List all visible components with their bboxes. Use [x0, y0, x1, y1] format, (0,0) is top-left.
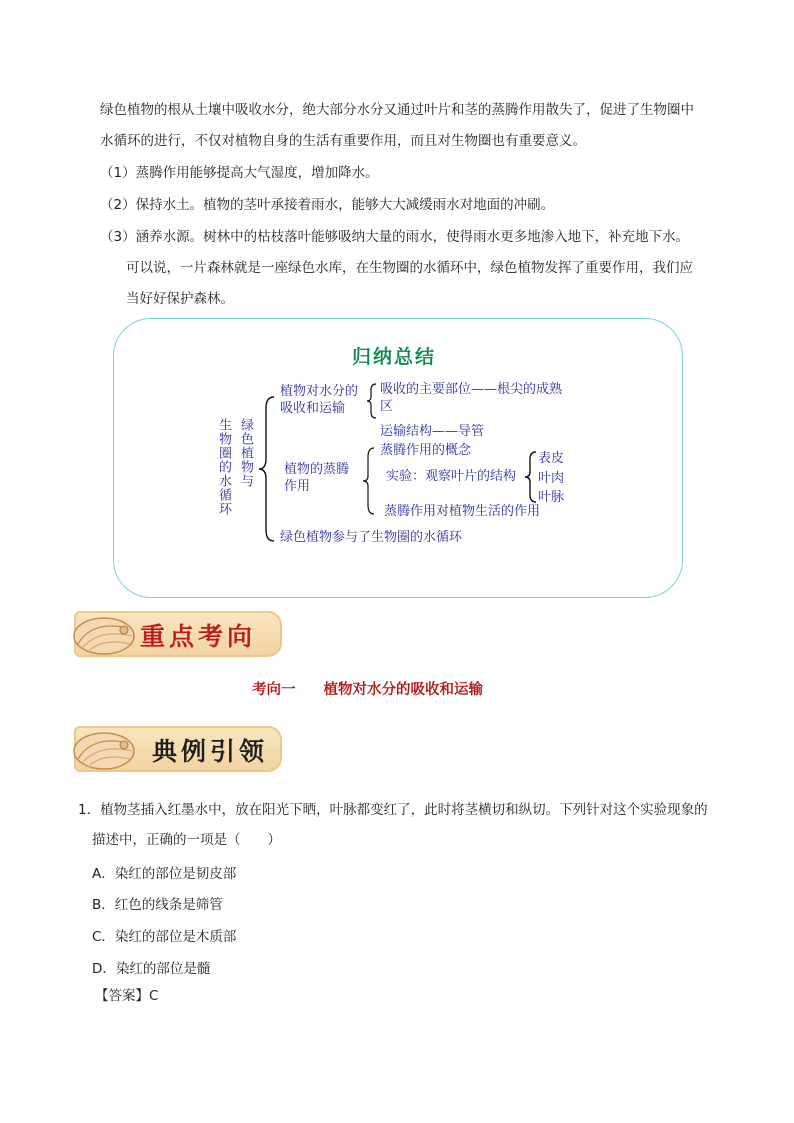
conch-shell-icon	[70, 606, 140, 662]
example-title: 典例引领	[152, 737, 269, 766]
summary-title: 归纳总结	[352, 346, 437, 368]
summary-node1-a: 植物对水分的	[280, 384, 359, 399]
section-label: 考向一	[252, 681, 296, 698]
option-a: A．染红的部位是韧皮部	[92, 866, 237, 882]
summary-node2-a: 植物的蒸腾	[284, 462, 350, 477]
summary-sub-2: 叶肉	[538, 471, 565, 486]
summary-sub-3: 叶脉	[538, 490, 565, 505]
summary-leaf4-brace	[524, 451, 538, 503]
summary-leaf-2: 运输结构——导管	[380, 424, 485, 439]
summary-leaf-4: 实验：观察叶片的结构	[386, 469, 517, 484]
answer-label: 【答案】	[95, 988, 149, 1004]
intro-line-1: 绿色植物的根从土壤中吸收水分，绝大部分水分又通过叶片和茎的蒸腾作用散失了，促进了生物圈中	[100, 102, 694, 118]
summary-leaf-5: 蒸腾作用对植物生活的作用	[384, 504, 541, 519]
summary-leaf-1a: 吸收的主要部位——根尖的成熟	[380, 382, 563, 397]
section-topic: 植物对水分的吸收和运输	[323, 681, 483, 698]
summary-leaf-1b: 区	[380, 399, 394, 414]
summary-node2-brace	[362, 447, 376, 515]
answer-value: C	[149, 988, 159, 1004]
question-line-2: 描述中，正确的一项是（ ）	[92, 832, 281, 848]
summary-node-3: 绿色植物参与了生物圈的水循环	[280, 530, 463, 545]
option-d: D．染红的部位是髓	[92, 961, 211, 977]
summary-sub-1: 表皮	[538, 451, 565, 466]
intro-item-1: （1）蒸腾作用能够提高大气湿度，增加降水。	[100, 165, 379, 181]
intro-item-2: （2）保持水土。植物的茎叶承接着雨水，能够大大减缓雨水对地面的冲刷。	[100, 197, 555, 213]
option-b: B．红色的线条是筛管	[92, 897, 223, 913]
section-title	[252, 678, 483, 699]
question-line-1: 1．植物茎插入红墨水中，放在阳光下晒，叶脉都变红了，此时将茎横切和纵切。下列针对这个实验现象的	[78, 802, 708, 818]
summary-leaf-3: 蒸腾作用的概念	[380, 443, 472, 458]
summary-branch: 绿色植物与	[238, 418, 253, 488]
summary-node1-b: 吸收和运输	[280, 401, 346, 416]
option-c: C．染红的部位是木质部	[92, 929, 237, 945]
summary-node1-brace	[366, 383, 378, 419]
conch-shell-icon	[70, 721, 140, 777]
summary-node2-b: 作用	[284, 479, 311, 494]
key-direction-title: 重点考向	[140, 622, 257, 651]
intro-line-4: 当好好保护森林。	[126, 291, 234, 307]
answer	[95, 986, 158, 1006]
intro-line-2: 水循环的进行，不仅对植物自身的生活有重要作用，而且对生物圈也有重要意义。	[100, 133, 586, 149]
intro-item-3: （3）涵养水源。树林中的枯枝落叶能够吸纳大量的雨水，使得雨水更多地渗入地下，补充地下水。	[100, 229, 690, 245]
summary-root: 生物圈的水循环	[216, 418, 231, 516]
intro-line-3: 可以说，一片森林就是一座绿色水库，在生物圈的水循环中，绿色植物发挥了重要作用，我们应	[126, 260, 693, 276]
summary-main-brace	[258, 396, 276, 542]
